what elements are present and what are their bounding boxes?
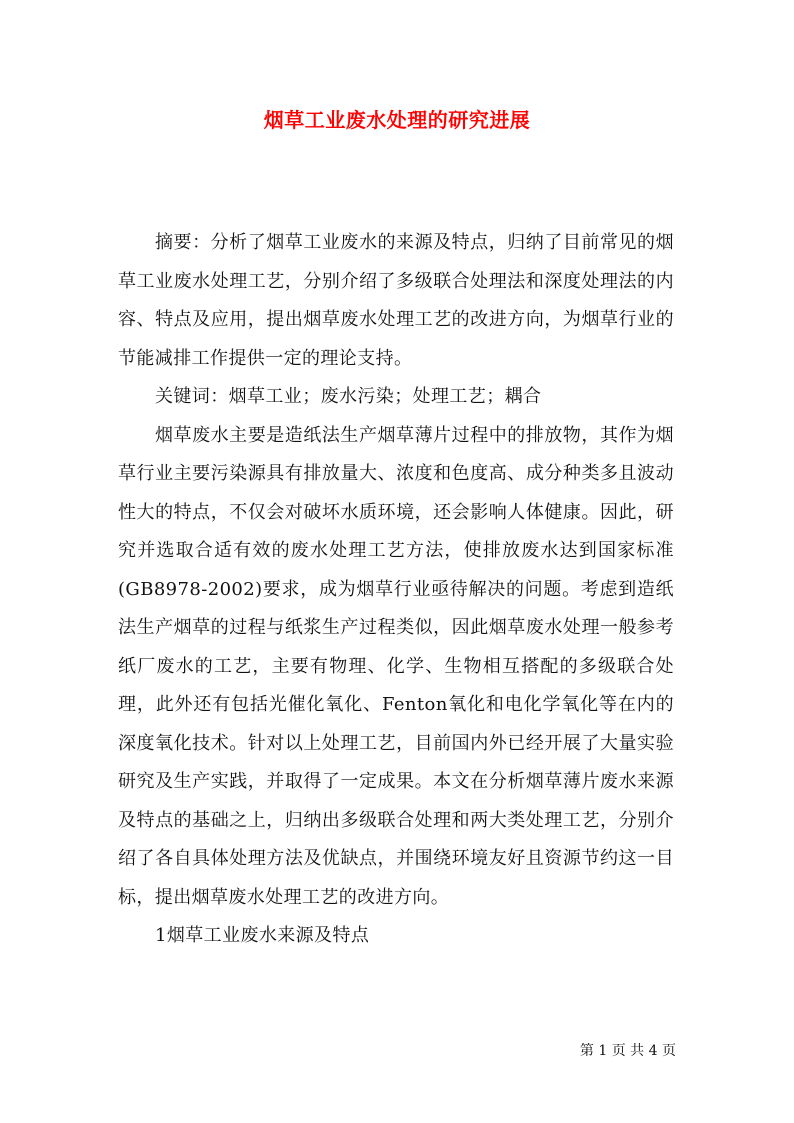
keywords-paragraph: 关键词：烟草工业；废水污染；处理工艺；耦合 [155,386,542,407]
abstract-paragraph: 摘要：分析了烟草工业废水的来源及特点，归纳了目前常见的烟草工业废水处理工艺，分别介绍了多级联合处理法和深度处理法的内容、特点及应用，提出烟草废水处理工艺的改进方向，为烟草行业的节能减排工作提供一定的理论支持。 [118,232,674,369]
document-body [118,224,674,956]
intro-paragraph: 烟草废水主要是造纸法生产烟草薄片过程中的排放物，其作为烟草行业主要污染源具有排放量大、浓度和色度高、成分种类多且波动性大的特点，不仅会对破坏水质环境，还会影响人体健康。因此，研究并选取合适有效的废水处理工艺方法，使排放废水达到国家标准(GB8978-2002)要求，成为烟草行业亟待解决的问题。考虑到造纸法生产烟草的过程与纸浆生产过程类似，因此烟草废水处理一般参考纸厂废水的工艺，主要有物理、化学、生物相互搭配的多级联合处理，此外还有包括光催化氧化、Fenton氧化和电化学氧化等在内的深度氧化技术。针对以上处理工艺，目前国内外已经开展了大量实验研究及生产实践，并取得了一定成果。本文在分析烟草薄片废水来源及特点的基础之上，归纳出多级联合处理和两大类处理工艺，分别介绍了各自具体处理方法及优缺点，并围绕环境友好且资源节约这一目标，提出烟草废水处理工艺的改进方向。 [118,424,674,908]
document-title: 烟草工业废水处理的研究进展 [263,108,531,132]
section-heading: 1烟草工业废水来源及特点 [155,925,370,946]
page-number: 第 1 页 共 4 页 [579,1043,676,1059]
